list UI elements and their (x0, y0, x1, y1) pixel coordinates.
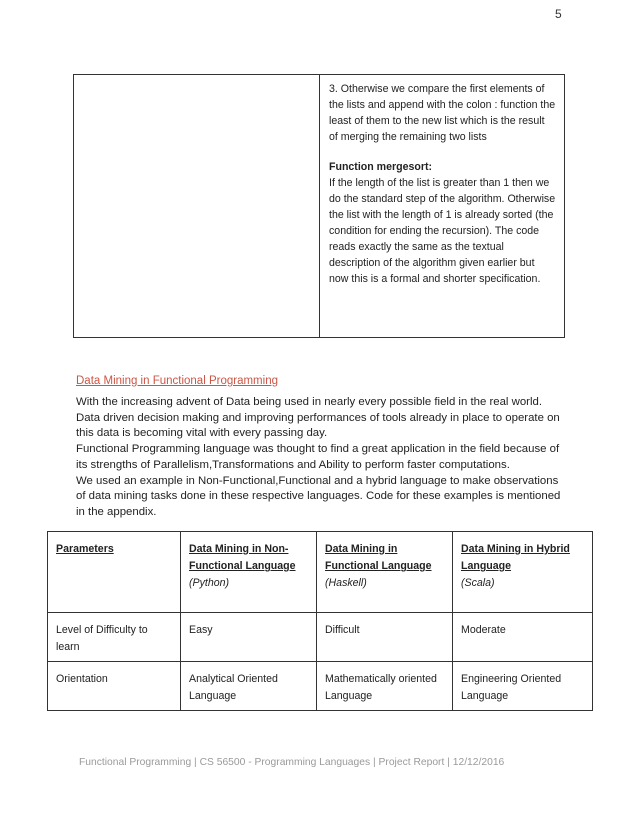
header-haskell (317, 532, 453, 613)
mergesort-title: Function mergesort: (329, 161, 432, 173)
empty-cell (74, 75, 320, 338)
table-row (48, 662, 593, 711)
merge-description-cell (320, 75, 565, 338)
comparison-table (47, 531, 593, 711)
paragraph-line: With the increasing advent of Data being used in nearly every possible field in the real world. (76, 396, 543, 408)
table-cell: Analytical Oriented Language (181, 662, 317, 711)
header-scala (453, 532, 593, 613)
header-language: (Haskell) (325, 577, 367, 589)
continued-table-row (74, 75, 565, 338)
table-cell: Difficult (317, 613, 453, 662)
table-cell: Level of Difficulty to learn (48, 613, 181, 662)
header-title: Data Mining in Non-Functional Language (189, 543, 296, 572)
header-language: (Python) (189, 577, 230, 589)
header-parameters (48, 532, 181, 613)
section-heading-link[interactable]: Data Mining in Functional Programming (76, 375, 278, 387)
paragraph-line: Data driven decision making and improving performances of tools already in place to operate on this data is becoming vital with every passing day. (76, 411, 560, 440)
header-title: Parameters (56, 543, 114, 555)
header-title: Data Mining in Functional Language (325, 543, 432, 572)
header-language: (Scala) (461, 577, 495, 589)
table-cell: Mathematically oriented Language (317, 662, 453, 711)
table-cell: Moderate (453, 613, 593, 662)
table-cell: Engineering Oriented Language (453, 662, 593, 711)
header-title: Data Mining in Hybrid Language (461, 543, 570, 572)
header-python (181, 532, 317, 613)
page-number: 5 (555, 7, 562, 21)
table-row (48, 613, 593, 662)
paragraph-line: We used an example in Non-Functional,Functional and a hybrid language to make observations of data mining tasks done in these respective languages. Code for these examples is mentioned in the appendix. (76, 474, 561, 518)
mergesort-description: If the length of the list is greater than 1 then we do the standard step of the algorithm. Otherwise the list with the length of 1 is already sorted (the condition for ending the recursion). The code reads exactly the same as the textual description of the algorithm given earlier but now this is a formal and shorter specification. (329, 177, 556, 285)
table-cell: Orientation (48, 662, 181, 711)
page-footer: Functional Programming | CS 56500 - Programming Languages | Project Report | 12/12/2016 (79, 757, 505, 768)
table-header-row (48, 532, 593, 613)
paragraph-line: Functional Programming language was thought to find a great application in the field because of its strengths of Parallelism,Transformations and Ability to perform faster computations. (76, 443, 560, 471)
continued-table (73, 74, 565, 338)
section-paragraph (76, 395, 566, 521)
merge-step-text: 3. Otherwise we compare the first elements of the lists and append with the colon : function the least of them to the new list which is the result of merging the remaining two lists (329, 83, 556, 143)
table-cell: Easy (181, 613, 317, 662)
